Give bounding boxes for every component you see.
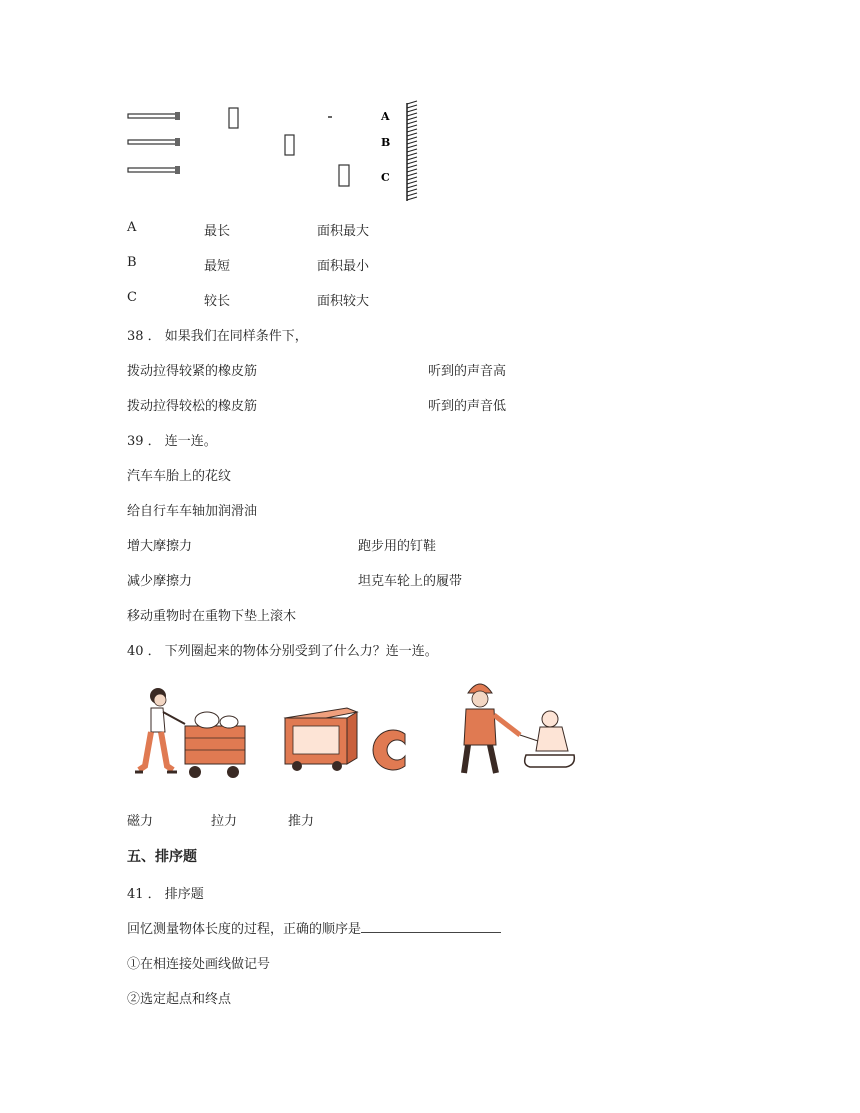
question-40-title: 40 ． 下列圈起来的物体分别受到了什么力？连一连。: [127, 644, 438, 659]
q39-item[interactable]: 跑步用的钉鞋: [358, 539, 437, 554]
comb-plate: [407, 101, 417, 201]
force-option-pull[interactable]: 拉力: [211, 814, 238, 829]
figure-label-B: B: [381, 136, 391, 149]
q41-step: ②选定起点和终点: [127, 992, 232, 1007]
row-letter: B: [127, 255, 137, 270]
row-length: 最短: [204, 259, 231, 274]
q41-step: ①在相连接处画线做记号: [127, 957, 271, 972]
row-length: 最长: [204, 224, 231, 239]
q39-item[interactable]: 移动重物时在重物下垫上滚木: [127, 609, 297, 624]
block-1: [229, 108, 238, 128]
q38-left-item[interactable]: 拨动拉得较松的橡皮筋: [127, 399, 258, 414]
row-area: 面积最小: [317, 259, 370, 274]
row-area: 面积最大: [317, 224, 370, 239]
q39-category[interactable]: 增大摩擦力: [127, 539, 193, 554]
section-heading: 五、排序题: [127, 849, 197, 865]
table-row: [127, 255, 137, 270]
q39-item[interactable]: 汽车车胎上的花纹: [127, 469, 232, 484]
q38-left-item[interactable]: 拨动拉得较紧的橡皮筋: [127, 364, 258, 379]
question-41-title: 41 ． 排序题: [127, 887, 204, 902]
q39-item[interactable]: 给自行车车轴加润滑油: [127, 504, 258, 519]
question-38-title: 38 ． 如果我们在同样条件下，: [127, 329, 308, 344]
row-letter: C: [127, 290, 137, 305]
rods-and-plate-figure: [120, 95, 430, 210]
table-row: [127, 290, 137, 305]
boy-pushing-cart-illustration: [127, 680, 252, 785]
force-option-magnetic[interactable]: 磁力: [127, 814, 154, 829]
q38-right-item[interactable]: 听到的声音高: [428, 364, 507, 379]
cart-and-magnet-illustration: [277, 700, 422, 775]
row-letter: A: [127, 220, 137, 235]
q38-right-item[interactable]: 听到的声音低: [428, 399, 507, 414]
table-row: [127, 220, 136, 235]
child-pulling-sled-illustration: [450, 675, 580, 785]
block-2: [285, 135, 294, 155]
q39-item[interactable]: 坦克车轮上的履带: [358, 574, 463, 589]
rod-B: [128, 138, 180, 146]
row-area: 面积较大: [317, 294, 370, 309]
force-option-push[interactable]: 推力: [288, 814, 315, 829]
answer-blank[interactable]: [361, 918, 501, 933]
figure-label-A: A: [381, 110, 390, 123]
q41-prompt-text: 回忆测量物体长度的过程，正确的顺序是: [127, 922, 362, 937]
figure-label-C: C: [381, 171, 390, 184]
row-length: 较长: [204, 294, 231, 309]
rod-C: [128, 166, 180, 174]
rod-A: [128, 112, 180, 120]
block-3: [339, 165, 349, 186]
q39-category[interactable]: 减少摩擦力: [127, 574, 193, 589]
question-39-title: 39 ． 连一连。: [127, 434, 217, 449]
q41-prompt: [127, 918, 501, 937]
